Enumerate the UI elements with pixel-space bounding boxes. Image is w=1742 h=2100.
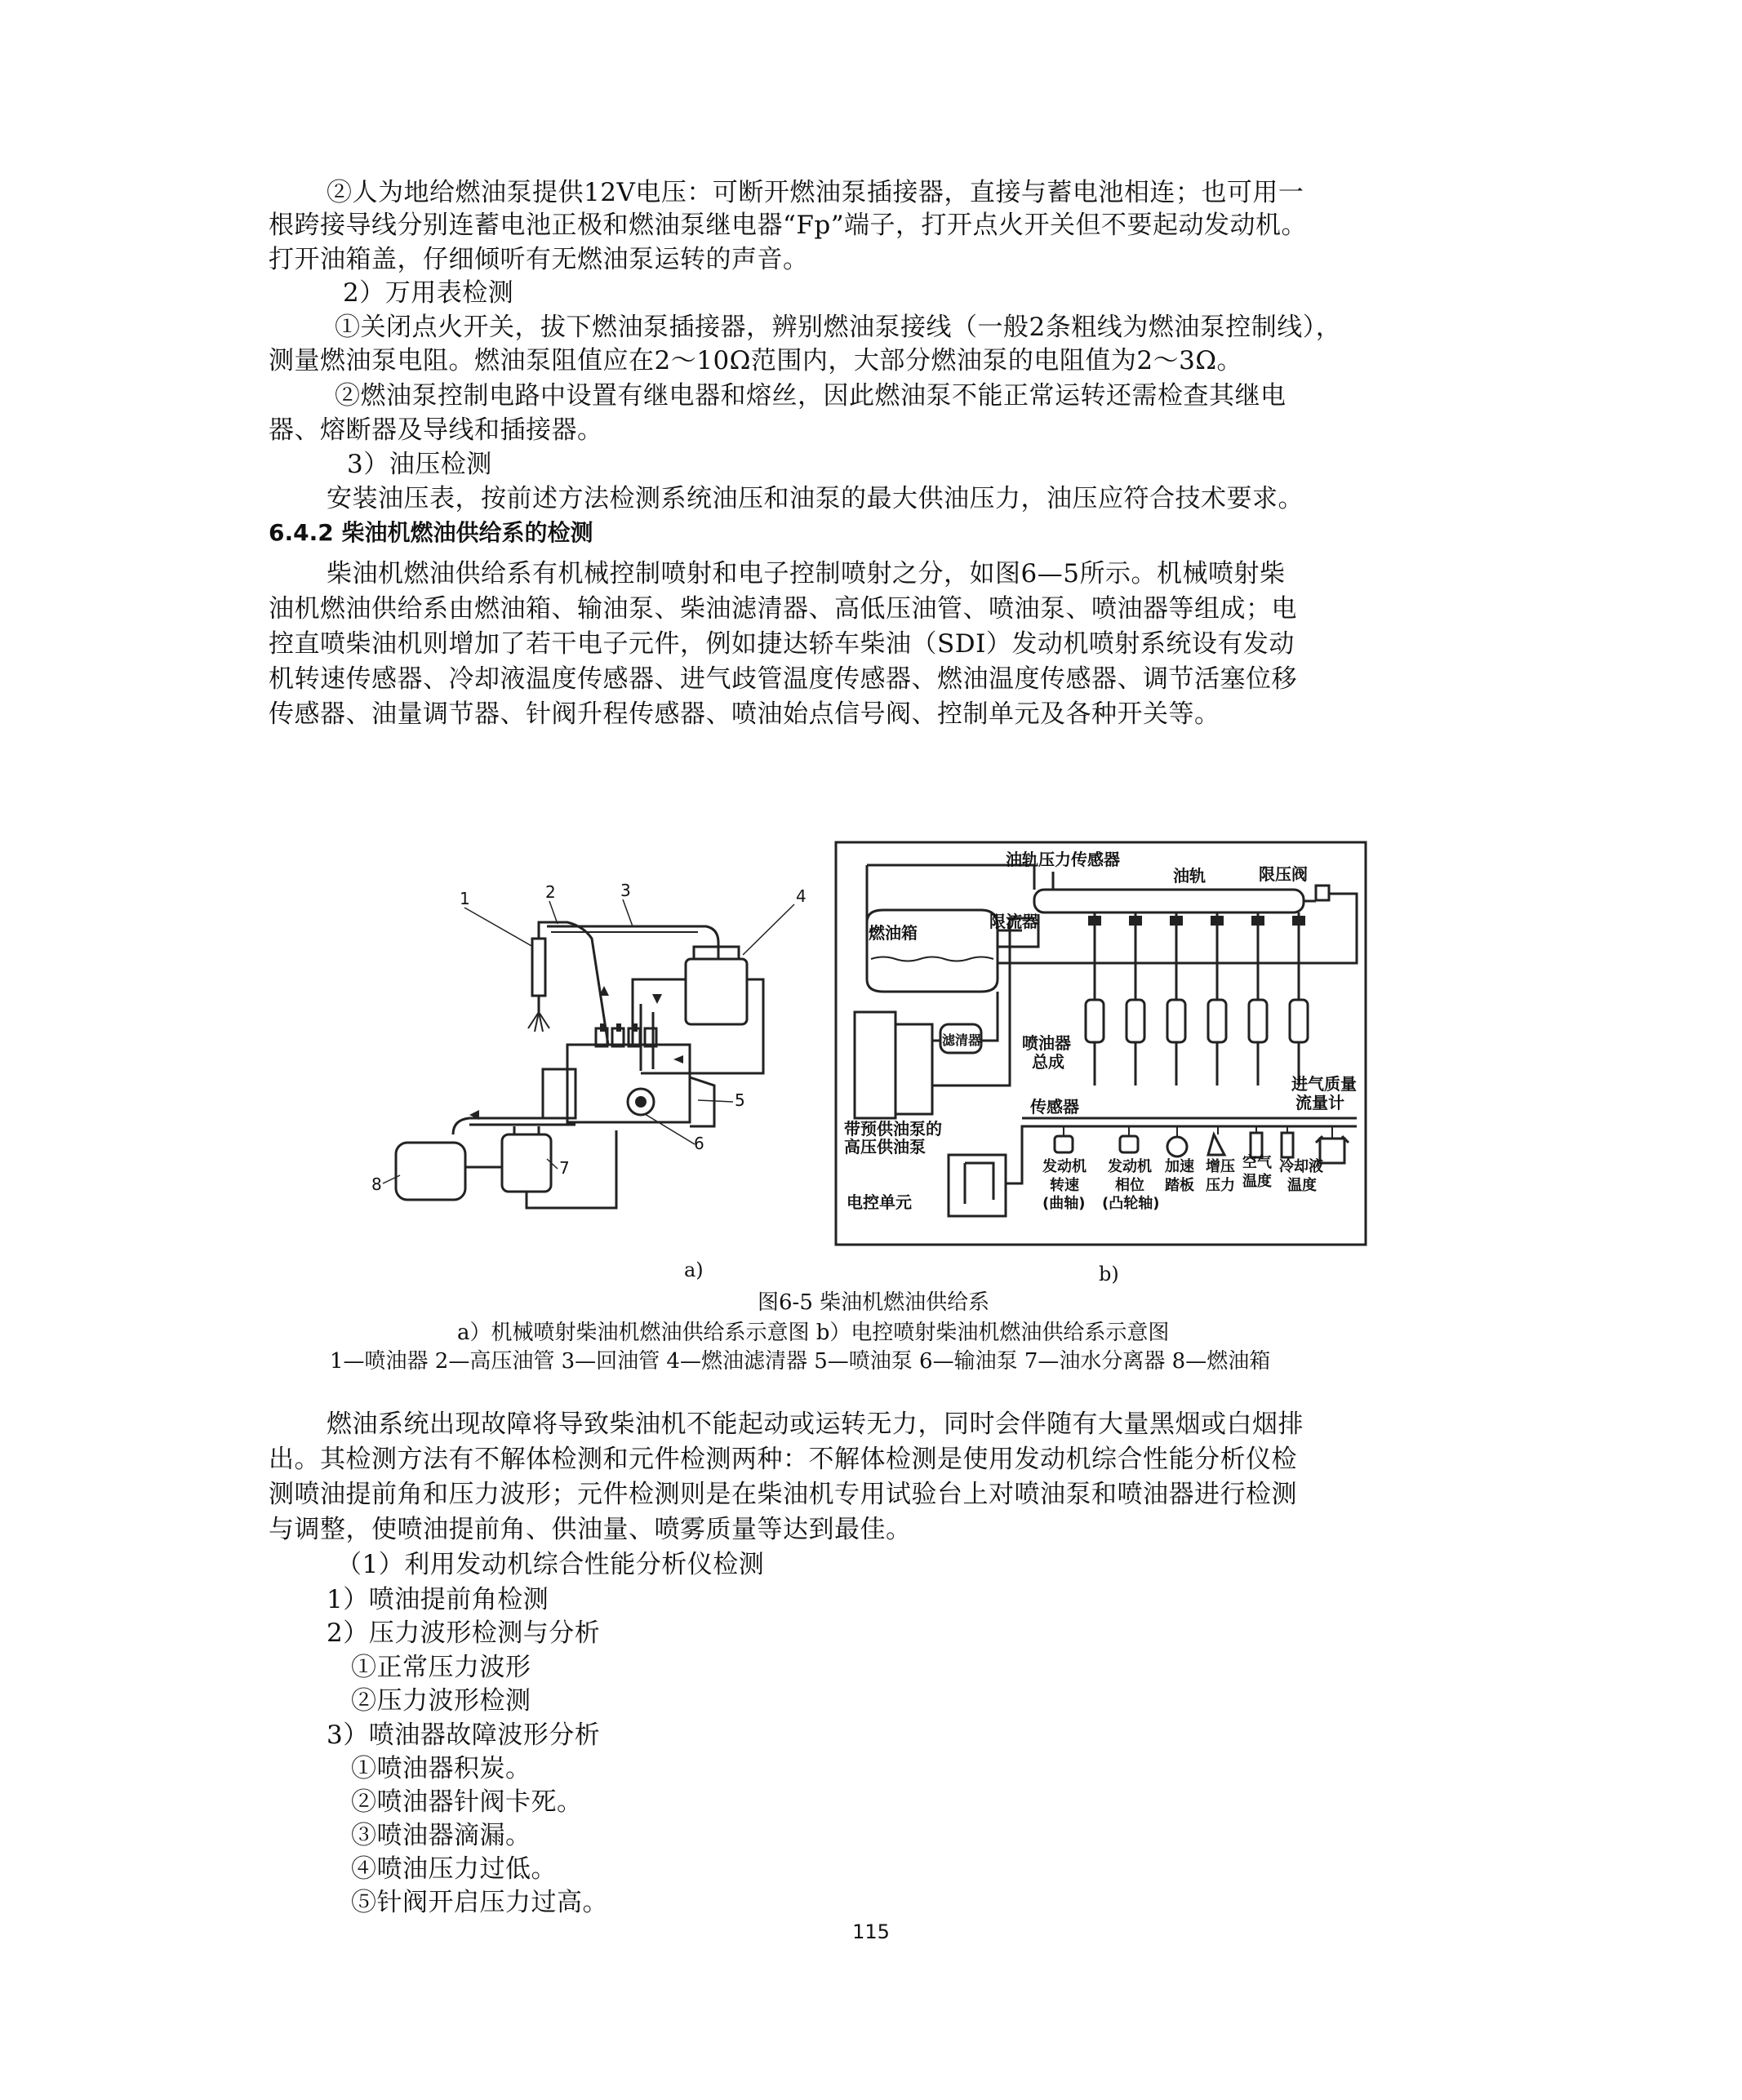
text-line: 1）喷油提前角检测 xyxy=(327,1585,549,1614)
sensor-2-line-1: 发动机 xyxy=(1108,1158,1152,1175)
text-line: 根跨接导线分别连蓄电池正极和燃油泵继电器“Fp”端子，打开点火开关但不要起动发动机。 xyxy=(269,211,1308,240)
sensor-6-line-2: 温度 xyxy=(1287,1177,1317,1194)
text-line: ②人为地给燃油泵提供12V电压：可断开燃油泵插接器，直接与蓄电池相连；也可用一 xyxy=(327,178,1304,207)
label-sensors: 传感器 xyxy=(1030,1097,1079,1117)
section-heading: 6.4.2 柴油机燃油供给系的检测 xyxy=(269,519,593,546)
figure-legend: 1—喷油器 2—高压油管 3—回油管 4—燃油滤清器 5—喷油泵 6—输油泵 7—油水分离器 8—燃油箱 xyxy=(330,1349,1271,1374)
fig-a-label-2: 2 xyxy=(545,882,556,902)
text-line: ①正常压力波形 xyxy=(351,1653,531,1682)
text-line: 控直喷柴油机则增加了若干电子元件，例如捷达轿车柴油（SDI）发动机喷射系统设有发动 xyxy=(269,629,1295,659)
text-line: 2）压力波形检测与分析 xyxy=(327,1618,601,1648)
text-line: （1）利用发动机综合性能分析仪检测 xyxy=(336,1550,765,1579)
text-line: ②喷油器针阀卡死。 xyxy=(351,1787,583,1817)
sensor-1-line-3: (曲轴) xyxy=(1042,1195,1086,1212)
text-line: ④喷油压力过低。 xyxy=(351,1854,557,1884)
sensor-2-line-3: (凸轮轴) xyxy=(1102,1195,1160,1212)
figure-a-label: a) xyxy=(684,1259,704,1281)
text-line: 柴油机燃油供给系有机械控制喷射和电子控制喷射之分，如图6—5所示。机械喷射柴 xyxy=(327,559,1286,588)
sensor-1-line-1: 发动机 xyxy=(1042,1158,1087,1175)
label-ecu: 电控单元 xyxy=(847,1192,912,1212)
fig-a-label-5: 5 xyxy=(735,1090,745,1110)
sensor-3-line-1: 加速 xyxy=(1165,1158,1194,1175)
label-injector-assembly: 总成 xyxy=(1032,1052,1064,1072)
text-line: 测喷油提前角和压力波形；元件检测则是在柴油机专用试验台上对喷油泵和喷油器进行检测 xyxy=(269,1480,1297,1509)
injector-group xyxy=(1086,912,1308,1086)
label-rail: 油轨 xyxy=(1173,866,1206,886)
fig-a-label-6: 6 xyxy=(694,1134,704,1153)
text-line: 3）油压检测 xyxy=(347,450,492,479)
sensor-4-line-1: 增压 xyxy=(1206,1158,1235,1175)
label-flow-limiter: 限流器 xyxy=(989,912,1038,931)
figure-title: 图6-5 柴油机燃油供给系 xyxy=(758,1290,990,1315)
text-line: ②燃油泵控制电路中设置有继电器和熔丝，因此燃油泵不能正常运转还需检查其继电 xyxy=(335,381,1287,411)
label-injector: 喷油器 xyxy=(1022,1033,1071,1053)
label-limit-valve: 限压阀 xyxy=(1259,864,1308,884)
figure-a-mechanical-diagram xyxy=(371,881,824,1224)
text-line: 传感器、油量调节器、针阀升程传感器、喷油始点信号阀、控制单元及各种开关等。 xyxy=(269,699,1220,729)
text-line: 与调整，使喷油提前角、供油量、喷雾质量等达到最佳。 xyxy=(269,1515,912,1544)
sensor-5-line-1: 空气 xyxy=(1242,1154,1272,1171)
text-line: 测量燃油泵电阻。燃油泵阻值应在2～10Ω范围内，大部分燃油泵的电阻值为2～3Ω。 xyxy=(269,346,1243,375)
text-line: 油机燃油供给系由燃油箱、输油泵、柴油滤清器、高低压油管、喷油泵、喷油器等组成；电 xyxy=(269,594,1297,624)
fig-a-label-4: 4 xyxy=(796,886,807,906)
fig-a-label-7: 7 xyxy=(559,1158,570,1178)
label-maf-2: 流量计 xyxy=(1295,1093,1344,1112)
label-rail-pressure-sensor: 油轨压力传感器 xyxy=(1006,850,1120,869)
sensor-5-line-2: 温度 xyxy=(1242,1173,1272,1190)
page-number: 115 xyxy=(852,1920,890,1943)
text-line: 打开油箱盖，仔细倾听有无燃油泵运转的声音。 xyxy=(269,245,809,274)
sensor-3-line-2: 踏板 xyxy=(1165,1177,1194,1194)
sensor-1-line-2: 转速 xyxy=(1050,1177,1079,1194)
text-line: ②压力波形检测 xyxy=(351,1686,531,1716)
sensor-4-line-2: 压力 xyxy=(1206,1177,1235,1194)
text-line: 机转速传感器、冷却液温度传感器、进气歧管温度传感器、燃油温度传感器、调节活塞位移 xyxy=(269,664,1297,694)
label-pump-line-1: 带预供油泵的 xyxy=(844,1119,942,1139)
label-fuel-tank: 燃油箱 xyxy=(869,923,918,943)
sensor-2-line-2: 相位 xyxy=(1115,1177,1144,1194)
sensor-6-line-1: 冷却液 xyxy=(1279,1158,1323,1175)
text-line: 出。其检测方法有不解体检测和元件检测两种：不解体检测是使用发动机综合性能分析仪检 xyxy=(269,1445,1297,1474)
text-line: 3）喷油器故障波形分析 xyxy=(327,1720,601,1750)
text-line: 安装油压表，按前述方法检测系统油压和油泵的最大供油压力，油压应符合技术要求。 xyxy=(327,484,1304,513)
text-line: ①关闭点火开关，拔下燃油泵插接器，辨别燃油泵接线（一般2条粗线为燃油泵控制线）， xyxy=(335,313,1342,342)
label-filter: 滤清器 xyxy=(942,1032,982,1048)
figure-b-label: b) xyxy=(1099,1263,1119,1285)
fig-a-label-1: 1 xyxy=(460,889,470,908)
text-line: ①喷油器积炭。 xyxy=(351,1754,531,1783)
fig-a-label-8: 8 xyxy=(371,1174,382,1194)
figure-subtitle: a）机械喷射柴油机燃油供给系示意图 b）电控喷射柴油机燃油供给系示意图 xyxy=(457,1321,1170,1345)
text-line: ③喷油器滴漏。 xyxy=(351,1821,531,1850)
label-pump-line-2: 高压供油泵 xyxy=(844,1137,926,1157)
text-line: 2）万用表检测 xyxy=(343,278,514,308)
figure-b-electronic-diagram xyxy=(834,841,1367,1246)
label-maf-1: 进气质量 xyxy=(1291,1074,1357,1094)
text-line: 器、熔断器及导线和插接器。 xyxy=(269,415,603,445)
fig-a-label-3: 3 xyxy=(620,881,631,900)
text-line: ⑤针阀开启压力过高。 xyxy=(351,1888,608,1917)
text-line: 燃油系统出现故障将导致柴油机不能起动或运转无力，同时会伴随有大量黑烟或白烟排 xyxy=(327,1410,1304,1439)
